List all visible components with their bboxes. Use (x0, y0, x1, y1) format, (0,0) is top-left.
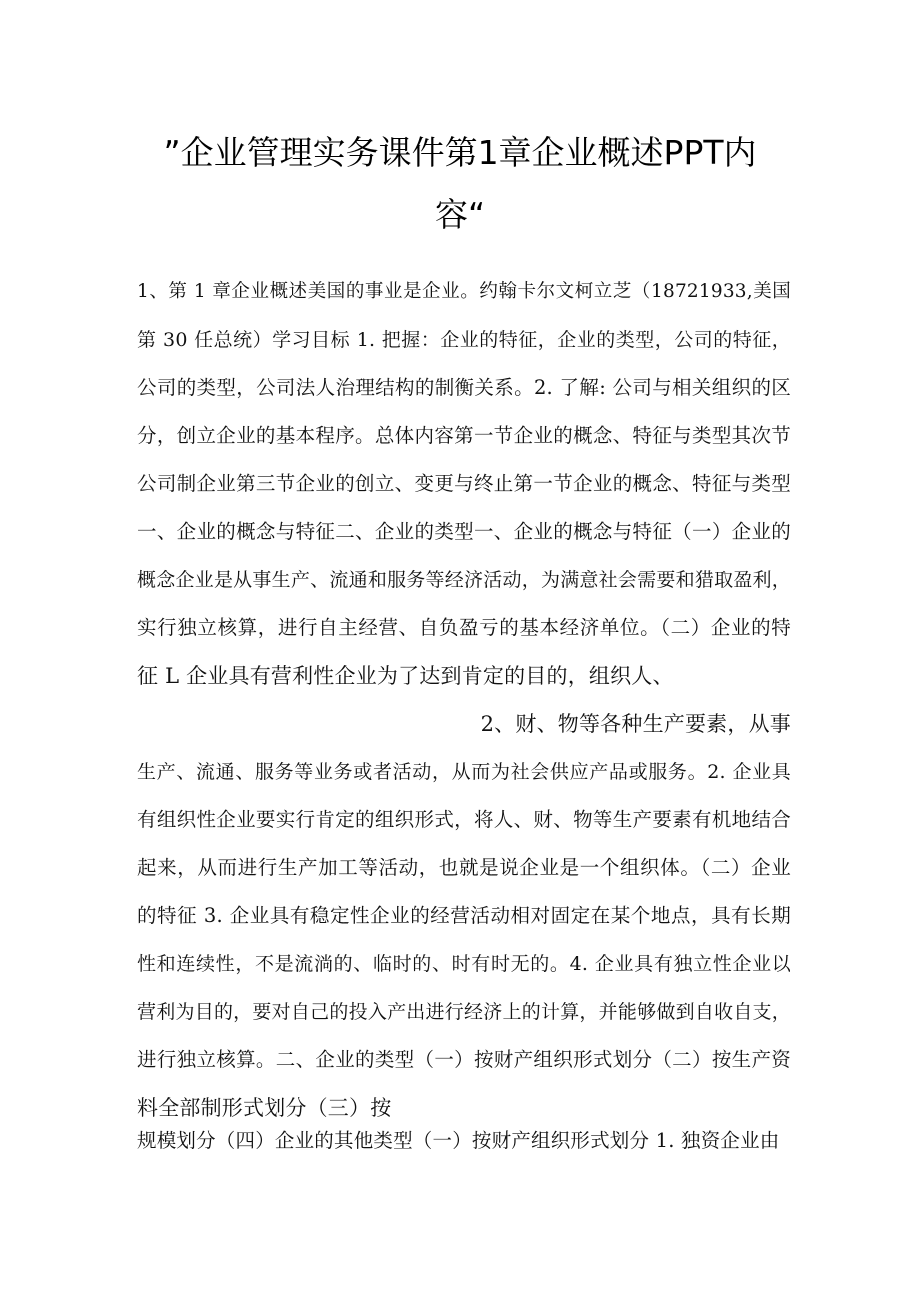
body-line: 公司制企业第三节企业的创立、变更与终止第一节企业的概念、特征与类型 (137, 472, 791, 495)
body-line: 公司的类型，公司法人治理结构的制衡关系。2. 了解: 公司与相关组织的区 (137, 376, 791, 399)
body-line: 起来，从而进行生产加工等活动，也就是说企业是一个组织体。（二）企业 (137, 856, 791, 879)
body-line: 营利为目的，要对自己的投入产出进行经济上的计算，并能够做到自收自支， (137, 1001, 791, 1023)
body-line: 2、财、物等各种生产要素，从事 (480, 712, 791, 736)
body-line: 1、第 1 章企业概述美国的事业是企业。约翰卡尔文柯立芝（18721933,美国 (137, 281, 791, 302)
body-line: 概念企业是从事生产、流通和服务等经济活动，为满意社会需要和猎取盈利， (137, 569, 791, 591)
body-line: 的特征 3. 企业具有稳定性企业的经营活动相对固定在某个地点，具有长期 (137, 904, 791, 927)
body-line: 性和连续性，不是流淌的、临时的、时有时无的。4. 企业具有独立性企业以 (137, 953, 791, 975)
body-line: 第 30 任总统）学习目标 1. 把握：企业的特征，企业的类型，公司的特征， (137, 329, 791, 351)
body-line: 生产、流通、服务等业务或者活动，从而为社会供应产品或服务。2. 企业具 (137, 761, 791, 783)
document-title-line-2: 容“ (434, 195, 486, 234)
body-line: 料全部制形式划分（三）按 (137, 1096, 392, 1120)
document-title-line-1: ”企业管理实务课件第1章企业概述PPT内 (163, 133, 757, 172)
body-line: 征 L 企业具有营利性企业为了达到肯定的目的，组织人、 (137, 664, 674, 688)
body-line: 进行独立核算。二、企业的类型（一）按财产组织形式划分（二）按生产资 (137, 1048, 791, 1071)
body-line: 有组织性企业要实行肯定的组织形式，将人、财、物等生产要素有机地结合 (137, 808, 791, 831)
body-line: 规模划分（四）企业的其他类型（一）按财产组织形式划分 1. 独资企业由 (137, 1129, 780, 1152)
body-line: 一、企业的概念与特征二、企业的类型一、企业的概念与特征（一）企业的 (137, 520, 791, 543)
body-line: 实行独立核算，进行自主经营、自负盈亏的基本经济单位。（二）企业的特 (137, 616, 791, 639)
body-line: 分，创立企业的基本程序。总体内容第一节企业的概念、特征与类型其次节 (137, 424, 791, 447)
